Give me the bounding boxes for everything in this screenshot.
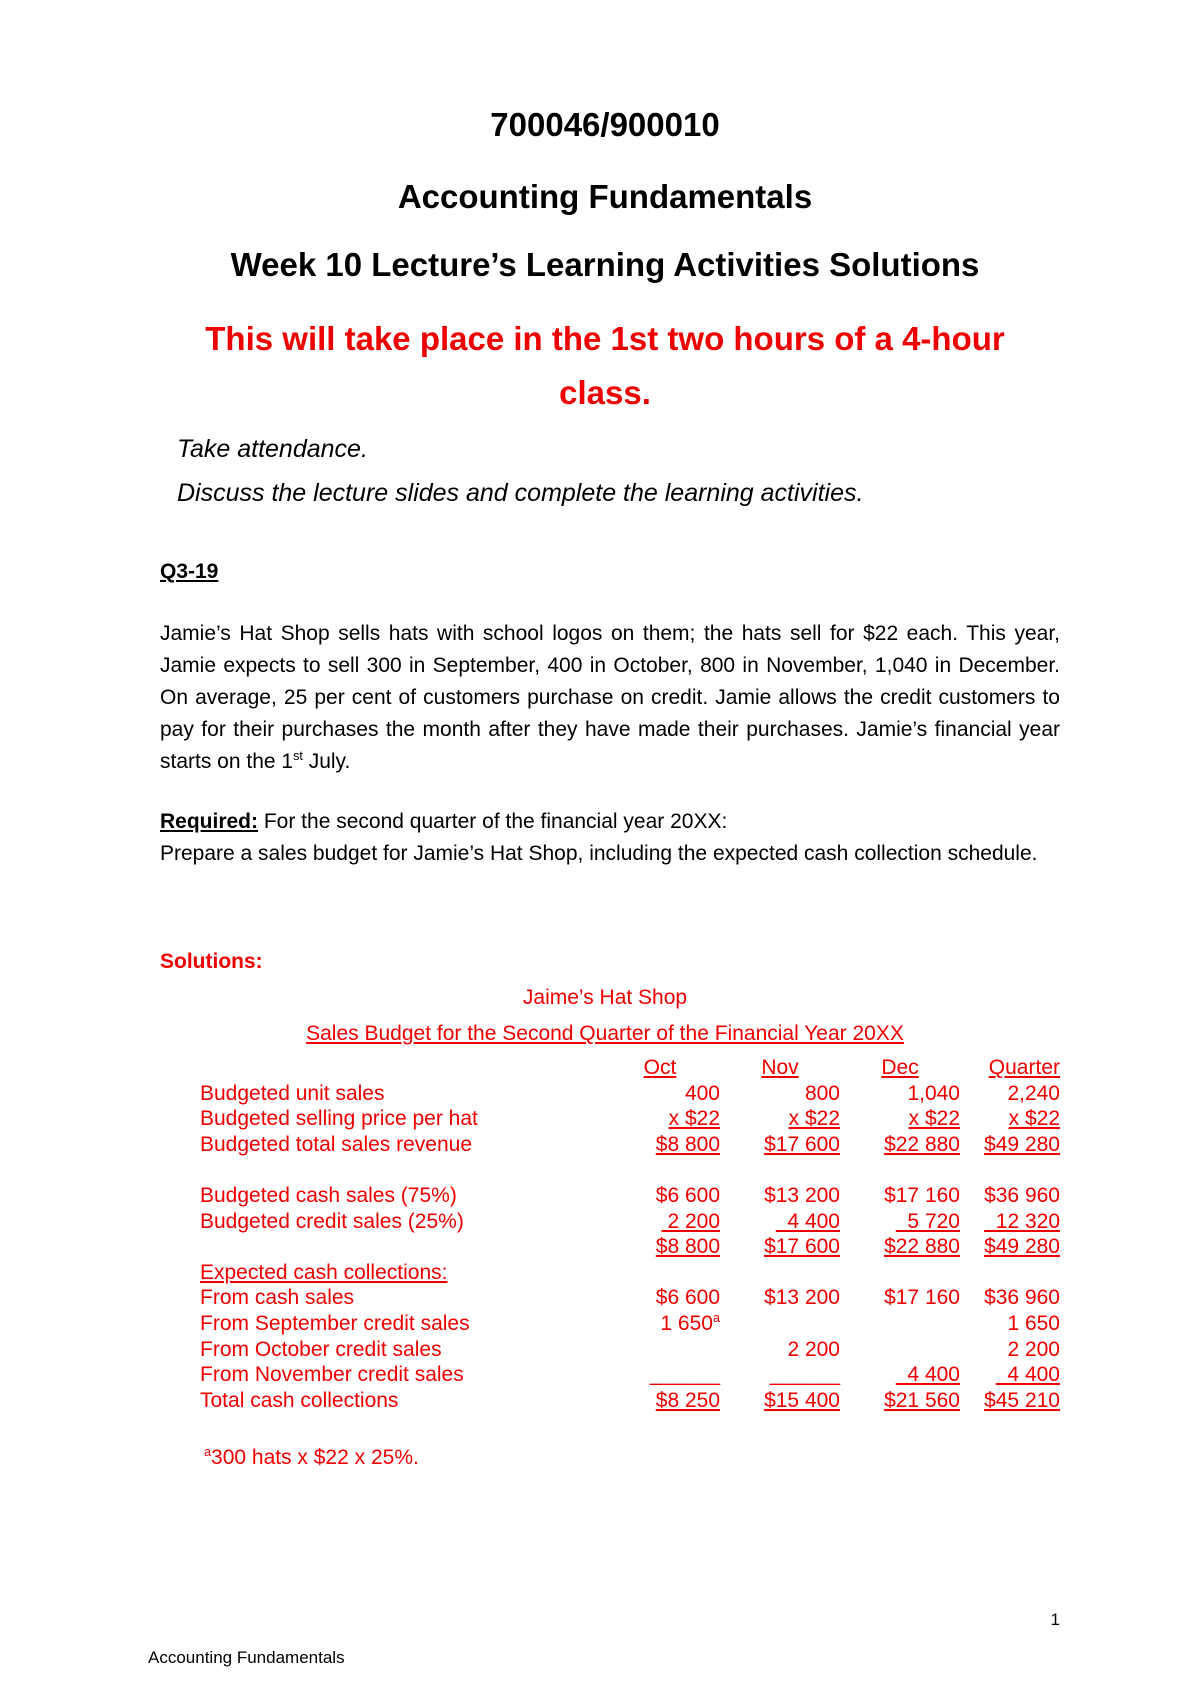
sales-budget-table xyxy=(200,1055,1060,1413)
cell-quarter: 2 200 xyxy=(1007,1337,1060,1361)
row-label: From November credit sales xyxy=(200,1363,464,1387)
question-text: Jamie’s Hat Shop sells hats with school logos on them; the hats sell for $22 each. This year, Jamie expects to sell 300 in September, 400 in October, 800 in November, 1,040 in December. On average, 25 per cent of customers purchase on credit. Jamie allows the credit customers to pay for their purchases the month after they have made their purchases. Jamie’s financial year starts on the 1 xyxy=(160,622,1060,773)
row-label: Total cash collections xyxy=(200,1388,399,1412)
cell-quarter: 1 650 xyxy=(1007,1311,1060,1335)
table-row-from-october xyxy=(200,1337,1060,1363)
table-row-collections-header xyxy=(200,1260,1060,1286)
class-notice-line1: This will take place in the 1st two hours of a 4-hour xyxy=(205,320,1005,357)
row-label: Budgeted total sales revenue xyxy=(200,1132,473,1156)
cell-dec: $17 160 xyxy=(884,1286,960,1310)
cell-quarter: $49 280 xyxy=(984,1132,1060,1156)
cell-nov: ______ xyxy=(769,1363,840,1387)
cell-dec: $22 880 xyxy=(884,1132,960,1156)
cell-nov: x $22 xyxy=(788,1107,840,1131)
table-spacer-row xyxy=(200,1157,1060,1183)
cell-nov: $15 400 xyxy=(764,1388,840,1412)
table-row-cash-sales xyxy=(200,1183,1060,1209)
required-line1 xyxy=(160,806,1060,838)
row-label: Budgeted cash sales (75%) xyxy=(200,1183,457,1207)
solutions-label: Solutions: xyxy=(160,950,263,973)
question-paragraph xyxy=(160,618,1060,778)
cell-dec: 1,040 xyxy=(907,1081,960,1105)
cell-quarter: $49 280 xyxy=(984,1235,1060,1259)
row-label: From September credit sales xyxy=(200,1311,470,1335)
table-row-from-cash xyxy=(200,1285,1060,1311)
table-row-from-september xyxy=(200,1311,1060,1337)
cell-nov: $13 200 xyxy=(764,1286,840,1310)
cell-nov xyxy=(720,1311,840,1337)
cell-dec xyxy=(840,1311,960,1337)
column-header-nov: Nov xyxy=(761,1056,799,1079)
required-text: For the second quarter of the financial year 20XX: xyxy=(258,810,728,833)
cell-dec: 5 720 xyxy=(895,1209,960,1233)
class-notice xyxy=(0,312,1200,420)
table-row-revenue xyxy=(200,1132,1060,1158)
footnote-text: 300 hats x $22 x 25%. xyxy=(211,1446,419,1469)
cell-oct-sup: a xyxy=(712,1310,720,1325)
cell-dec xyxy=(840,1337,960,1363)
cell-nov: $17 600 xyxy=(764,1235,840,1259)
table-row-from-november xyxy=(200,1362,1060,1388)
cell-quarter: 12 320 xyxy=(984,1209,1060,1233)
page-number: 1 xyxy=(1050,1610,1060,1629)
cell-quarter: $36 960 xyxy=(984,1286,1060,1310)
row-label xyxy=(200,1234,600,1260)
cell-oct: 1 650 xyxy=(660,1311,713,1335)
column-header-quarter: Quarter xyxy=(988,1056,1060,1079)
cell-dec: x $22 xyxy=(908,1107,960,1131)
cell-oct: $6 600 xyxy=(655,1286,720,1310)
cell-oct: $8 800 xyxy=(655,1235,720,1259)
cell-oct: x $22 xyxy=(668,1107,720,1131)
cell-nov: 800 xyxy=(804,1081,840,1105)
cell-oct: $8 250 xyxy=(655,1388,720,1412)
cell-quarter: $36 960 xyxy=(984,1183,1060,1207)
table-title: Sales Budget for the Second Quarter of the Financial Year 20XX xyxy=(306,1022,904,1045)
cell-nov: 4 400 xyxy=(775,1209,840,1233)
instruction-attendance: Take attendance. xyxy=(177,435,368,463)
cell-oct: ______ xyxy=(649,1363,720,1387)
row-label: Budgeted unit sales xyxy=(200,1081,385,1105)
course-code: 700046/900010 xyxy=(490,106,720,143)
cell-dec: $17 160 xyxy=(884,1183,960,1207)
table-row-sales-total xyxy=(200,1234,1060,1260)
row-label: From October credit sales xyxy=(200,1337,442,1361)
week-title: Week 10 Lecture’s Learning Activities Solutions xyxy=(230,246,980,283)
footnote xyxy=(204,1446,419,1470)
table-header-row xyxy=(200,1055,1060,1081)
collections-header: Expected cash collections: xyxy=(200,1260,448,1284)
cell-quarter: 4 400 xyxy=(995,1363,1060,1387)
cell-nov: $17 600 xyxy=(764,1132,840,1156)
cell-oct xyxy=(600,1337,720,1363)
question-id-label: Q3-19 xyxy=(160,560,219,583)
question-text-sup: st xyxy=(293,749,303,763)
cell-oct: 2 200 xyxy=(661,1209,720,1233)
cell-quarter: $45 210 xyxy=(984,1388,1060,1412)
question-id xyxy=(160,556,1060,588)
cell-oct: $6 600 xyxy=(655,1183,720,1207)
required-label: Required: xyxy=(160,810,259,833)
row-label: Budgeted selling price per hat xyxy=(200,1107,478,1131)
shop-name: Jaime’s Hat Shop xyxy=(522,986,688,1009)
question-text-end: July. xyxy=(302,750,351,773)
row-label: Budgeted credit sales (25%) xyxy=(200,1209,464,1233)
cell-oct: 400 xyxy=(684,1081,720,1105)
cell-nov: $13 200 xyxy=(764,1183,840,1207)
cell-dec: $22 880 xyxy=(884,1235,960,1259)
course-title: Accounting Fundamentals xyxy=(397,178,813,215)
cell-quarter: 2,240 xyxy=(1007,1081,1060,1105)
column-header-oct: Oct xyxy=(643,1056,677,1079)
footnote-sup: a xyxy=(204,1445,212,1459)
table-row-total-collections xyxy=(200,1388,1060,1414)
table-row-credit-sales xyxy=(200,1209,1060,1235)
instruction-discuss: Discuss the lecture slides and complete the learning activities. xyxy=(177,479,864,507)
column-header-dec: Dec xyxy=(881,1056,919,1079)
cell-dec: 4 400 xyxy=(895,1363,960,1387)
table-row-price xyxy=(200,1106,1060,1132)
cell-dec: $21 560 xyxy=(884,1388,960,1412)
cell-quarter: x $22 xyxy=(1008,1107,1060,1131)
cell-oct: $8 800 xyxy=(655,1132,720,1156)
cell-nov: 2 200 xyxy=(787,1337,840,1361)
row-label: From cash sales xyxy=(200,1286,355,1310)
required-line2: Prepare a sales budget for Jamie’s Hat Shop, including the expected cash collection schedule. xyxy=(160,842,1038,865)
required-paragraph xyxy=(160,806,1060,870)
table-row-unit-sales xyxy=(200,1081,1060,1107)
class-notice-line2: class. xyxy=(559,374,651,411)
footer-text: Accounting Fundamentals xyxy=(148,1648,345,1667)
